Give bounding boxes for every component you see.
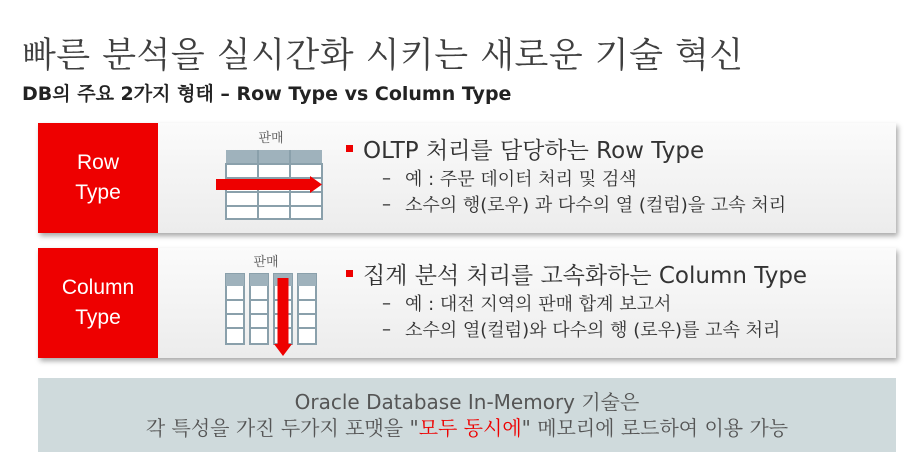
column-type-bullets	[346, 256, 807, 342]
column-store-diagram	[216, 248, 336, 358]
footer-banner	[38, 378, 896, 452]
column-type-label-line2: Type	[75, 306, 121, 329]
footer-line2-pre: 각 특성을 가진 두가지 포맷을 "	[145, 416, 419, 440]
dash-icon: –	[382, 318, 391, 340]
row-type-sub1	[382, 165, 786, 191]
row-type-bullets	[346, 131, 786, 217]
row-type-heading	[346, 131, 786, 165]
bullet-square-icon	[346, 145, 353, 152]
row-type-heading-text: OLTP 처리를 담당하는 Row Type	[363, 137, 705, 164]
column-type-label	[38, 248, 158, 358]
column-scan-arrow-shaft	[278, 278, 289, 346]
dash-icon: –	[382, 167, 391, 189]
footer-line1: Oracle Database In-Memory 기술은	[294, 390, 640, 414]
row-type-label	[38, 123, 158, 233]
footer-line2	[38, 412, 896, 440]
row-type-sub1-text: 예 : 주문 데이터 처리 및 검색	[405, 169, 637, 190]
column-type-heading-text: 집계 분석 처리를 고속화하는 Column Type	[363, 262, 808, 289]
column-type-sub1-text: 예 : 대전 지역의 판매 합계 보고서	[405, 294, 672, 315]
bullet-square-icon	[346, 270, 353, 277]
column-block-1	[226, 274, 244, 344]
page-subtitle: DB의 주요 2가지 형태 – Row Type vs Column Type	[22, 83, 512, 105]
row-type-sub2	[382, 191, 786, 217]
column-block-4	[298, 274, 316, 344]
dash-icon: –	[382, 193, 391, 215]
dash-icon: –	[382, 292, 391, 314]
row-store-diagram	[216, 123, 336, 233]
row-type-label-line2: Type	[75, 181, 121, 204]
row-type-card	[38, 123, 896, 233]
footer-highlight: 모두 동시에	[418, 416, 522, 440]
page-title: 빠른 분석을 실시간화 시키는 새로운 기술 혁신	[22, 36, 744, 76]
column-type-label-line1: Column	[61, 276, 135, 299]
row-type-label-line1: Row	[76, 151, 119, 174]
footer-line2-post: " 메모리에 로드하여 이용 가능	[521, 416, 789, 440]
column-type-heading	[346, 256, 807, 290]
row-type-sub2-text: 소수의 행(로우) 과 다수의 열 (컬럼)을 고속 처리	[405, 195, 787, 216]
row-table-header	[226, 150, 322, 164]
column-type-card	[38, 248, 896, 358]
column-block-2	[250, 274, 268, 344]
column-type-sub2	[382, 316, 807, 342]
column-scan-arrow-head	[274, 344, 292, 356]
row-diagram-label: 판매	[258, 131, 284, 146]
column-diagram-label: 판매	[253, 255, 279, 270]
row-scan-arrow-shaft	[216, 179, 312, 190]
column-type-sub2-text: 소수의 열(컬럼)와 다수의 행 (로우)를 고속 처리	[405, 320, 781, 341]
column-type-sub1	[382, 290, 807, 316]
